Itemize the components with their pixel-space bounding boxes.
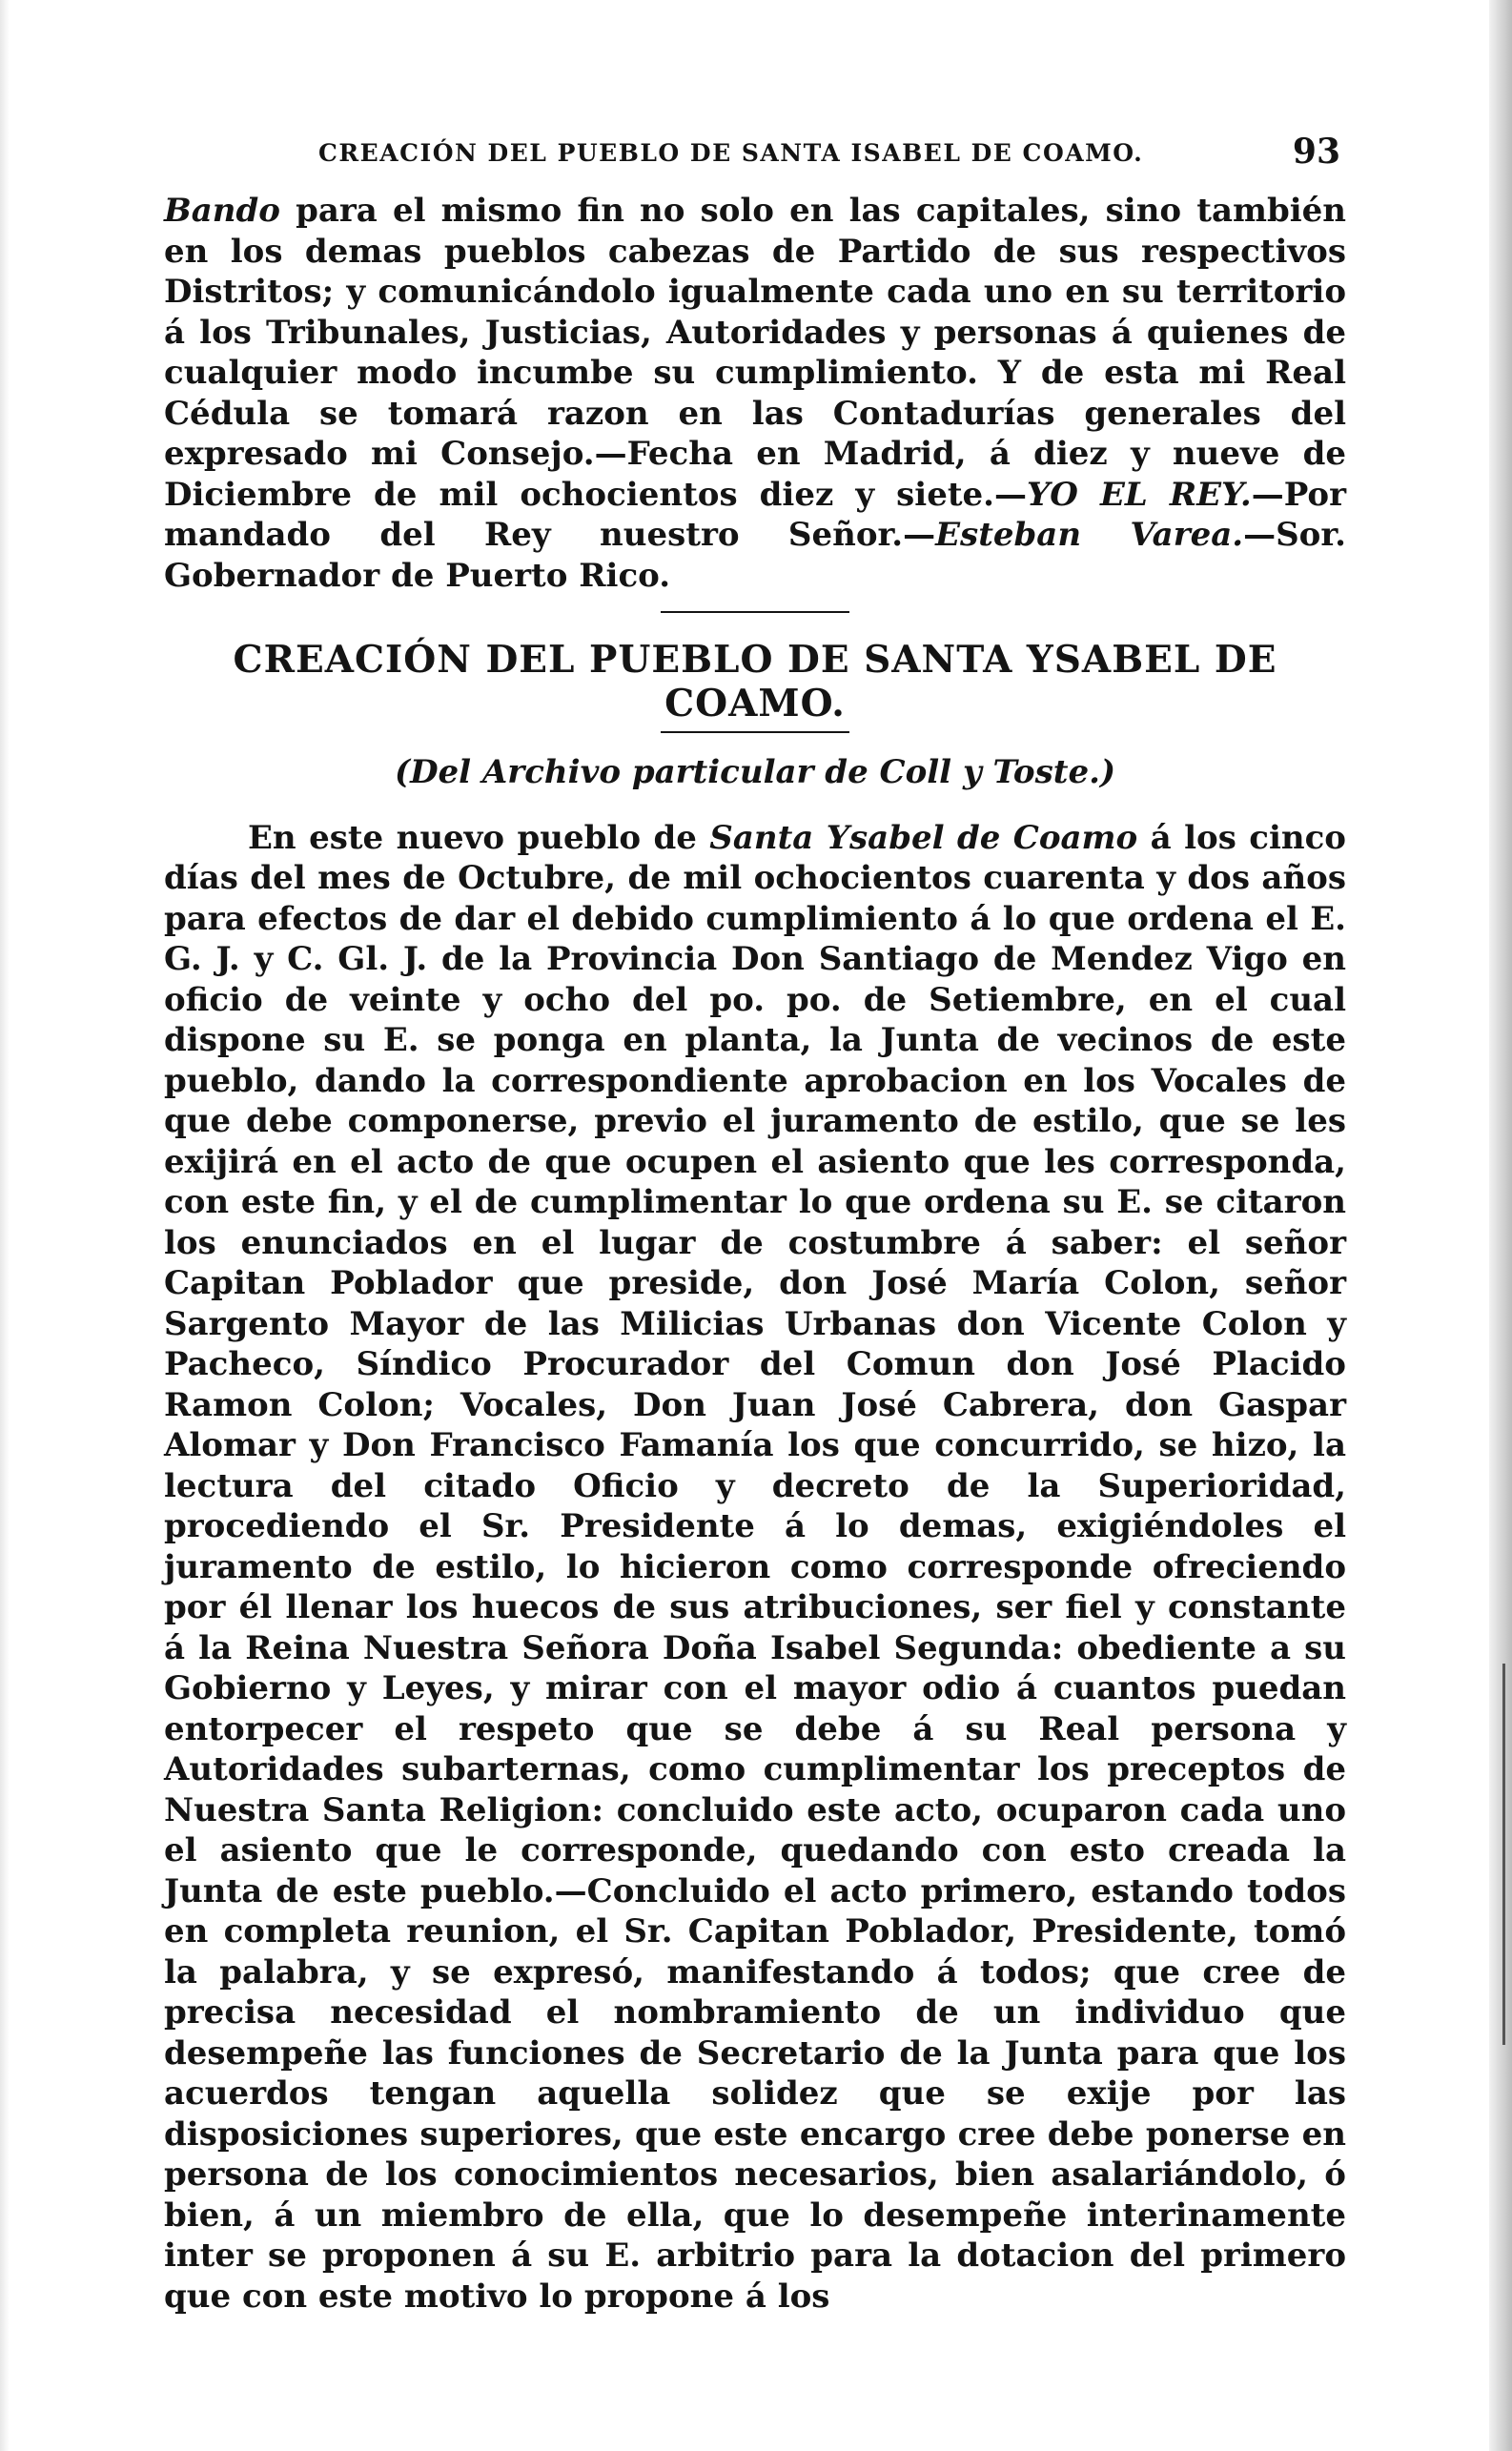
source-text: Del Archivo particular de Coll y Toste. — [410, 753, 1100, 791]
source-close-paren: ) — [1099, 753, 1116, 791]
secretary-signature: Esteban Varea. — [935, 516, 1244, 554]
page-header — [164, 132, 1346, 179]
decree-paragraph — [164, 191, 1346, 596]
source-open-paren: ( — [394, 753, 411, 791]
decree-text-3: —Sor. Gobernador de Puerto Rico. — [164, 516, 1346, 595]
decree-lead-word: Bando — [164, 192, 280, 230]
king-signature: YO EL REY. — [1027, 475, 1252, 514]
section-rule-top — [661, 611, 849, 613]
archive-source — [164, 752, 1346, 793]
minutes-text-1: En este nuevo pueblo de — [248, 818, 710, 857]
minutes-paragraph — [164, 818, 1346, 2318]
decree-text-1: para el mismo fin no solo en las capitales, sino también en los demas pueblos cabezas de Partido de sus respectivos Distritos; y comunicándolo igualmente cada uno en su territorio á los Tribunales, Justicias, Autoridades y personas á quienes de cualquier modo incumbe su cumplimiento. Y de esta mi Real Cédula se tomará razon en las Contadurías generales del expresado mi Consejo.—Fecha en Madrid, á diez y nueve de Diciembre de mil ochocientos diez y siete.— — [164, 192, 1346, 514]
page-body — [164, 191, 1346, 2317]
running-head: CREACIÓN DEL PUEBLO DE SANTA ISABEL DE COAMO. — [318, 139, 1144, 167]
scan-right-edge — [1489, 0, 1512, 2451]
scan-binding-mark — [1502, 1664, 1505, 2045]
section-rule-bottom — [661, 731, 849, 733]
section-title: CREACIÓN DEL PUEBLO DE SANTA YSABEL DE COAMO. — [233, 638, 1277, 725]
scan-left-edge — [0, 0, 10, 2451]
decree-text-2: —Por mandado del Rey nuestro Señor.— — [164, 475, 1347, 554]
town-name: Santa Ysabel de Coamo — [709, 818, 1138, 857]
minutes-text-2: á los cinco días del mes de Octubre, de mil ochocientos cuarenta y dos años para efectos de dar el debido cumplimiento á lo que ordena el E. G. J. y C. Gl. J. de la Provincia Don Santiago de Mendez Vigo en oficio de veinte y ocho del po. po. de Setiembre, en el cual dispone su E. se ponga en planta, la Junta de vecinos de este pueblo, dando la correspondiente aprobacion en los Vocales de que debe componerse, previo el juramento de estilo, que se les exijirá en el acto de que ocupen el asiento que les corresponda, con este fin, y el de cumplimentar lo que ordena su E. se citaron los enunciados en el lugar de costumbre á saber: el señor Capitan Poblador que preside, don José María Colon, señor Sargento Mayor de las Milicias Urbanas don Vicente Colon y Pacheco, Síndico Procurador del Comun don José Placido Ramon Colon; Vocales, Don Juan José Cabrera, don Gaspar Alomar y Don Francisco Famanía los que concurrido, se hizo, la lectura del citado Oficio y decreto de la Superioridad, procediendo el Sr. Presidente á lo demas, exigiéndoles el juramento de estilo, lo hicieron como corresponde ofreciendo por él llenar los huecos de sus atribuciones, ser fiel y constante á la Reina Nuestra Señora Doña Isabel Segunda: obediente a su Gobierno y Leyes, y mirar con el mayor odio á cuantos puedan entorpecer el respeto que se debe á su Real persona y Autoridades subarternas, como cumplimentar los preceptos de Nuestra Santa Religion: concluido este acto, ocuparon cada uno el asiento que le corresponde, quedando con esto creada la Junta de este pueblo.—Concluido el acto primero, estando todos en completa reunion, el Sr. Capitan Poblador, Presidente, tomó la palabra, y se expresó, manifestando á todos; que cree de precisa necesidad el nombramiento de un individuo que desempeñe las funciones de Secretario de la Junta para que los acuerdos tengan aquella solidez que se exije por las disposiciones superiores, que este encargo cree debe ponerse en persona de los conocimientos necesarios, bien asalariándolo, ó bien, á un miembro de ella, que lo desempeñe interinamente inter se proponen á su E. arbitrio para la dotacion del primero que con este motivo lo propone á los — [164, 818, 1346, 2316]
page-number: 93 — [1292, 132, 1340, 172]
